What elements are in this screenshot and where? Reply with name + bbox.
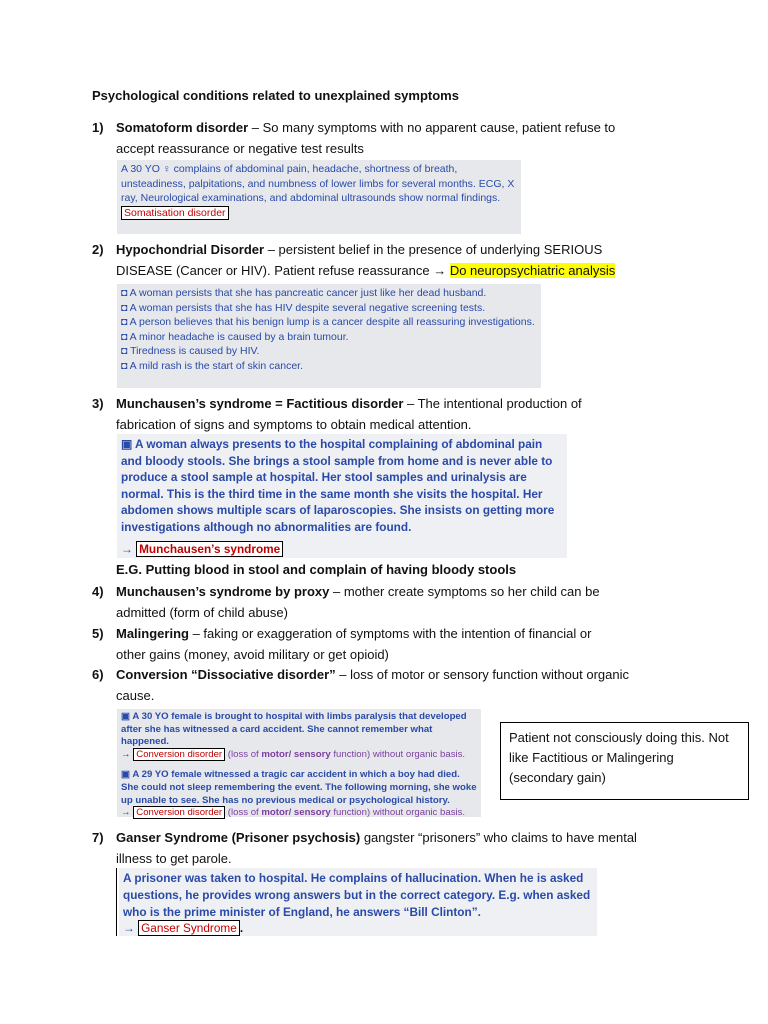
arrow-icon: → xyxy=(433,263,447,278)
item-text: – loss of motor or sensory function without organic xyxy=(335,667,629,682)
item-text: – mother create symptoms so her child can be xyxy=(329,584,600,599)
list-item-somatoform xyxy=(92,117,672,159)
item-heading: Malingering xyxy=(116,626,189,641)
list-item-munchausen-proxy xyxy=(92,581,672,623)
list-item-hypochondrial xyxy=(92,239,692,281)
answer-label: Ganser Syndrome xyxy=(138,920,240,936)
side-note-box: Patient not consciously doing this. Not like Factitious or Malingering (secondary gain) xyxy=(500,722,749,800)
example-line: ◘ A minor headache is caused by a brain tumour. xyxy=(121,330,349,343)
detail-text: function) without organic basis. xyxy=(330,748,466,760)
example-case-1: ▣ A 30 YO female is brought to hospital with limbs paralysis that developed after she has witnessed a card accident. She cannot remember what happened. xyxy=(121,711,467,748)
margin-line xyxy=(116,868,117,936)
item-text: – persistent belief in the presence of underlying SERIOUS xyxy=(264,242,603,257)
example-text: ▣ A woman always presents to the hospital complaining of abdominal pain and bloody stools. She brings a stool sample from home and is never able to produce a stool sample at hospital. Her stool samples and urinalysis are normal. This is the third time in the same month she visits the hospital. Her abdomen shows multiple scars of laparoscopies. She insists on getting more investigations although no abnormalities are found. xyxy=(121,437,555,534)
page-title: Psychological conditions related to unexplained symptoms xyxy=(92,88,459,103)
arrow-icon: → xyxy=(123,921,135,936)
item-heading: Conversion “Dissociative disorder” xyxy=(116,667,336,682)
answer-label: Somatisation disorder xyxy=(121,206,229,220)
example-case-2: ▣ A 29 YO female witnessed a tragic car accident in which a boy had died. She could not sleep remembering the event. The following morning, she woke up unable to see. She has no previous medical or psychological history. xyxy=(121,769,477,806)
example-box-ganser xyxy=(119,868,597,936)
item-text-cont: cause. xyxy=(116,688,155,703)
example-box-munchausen xyxy=(117,434,567,558)
example-box-somatisation xyxy=(117,160,521,234)
item-text-cont: DISEASE (Cancer or HIV). Patient refuse reassurance xyxy=(116,263,434,278)
detail-text: (loss of xyxy=(225,807,262,819)
example-box-conversion xyxy=(117,709,481,817)
item-text: – So many symptoms with no apparent cause, patient refuse to xyxy=(248,120,616,135)
example-line: ◘ A woman persists that she has HIV despite several negative screening tests. xyxy=(121,301,486,314)
item-text-cont: other gains (money, avoid military or get opioid) xyxy=(116,647,389,662)
list-item-conversion xyxy=(92,664,672,706)
item-heading: Munchausen’s syndrome = Factitious disorder xyxy=(116,396,404,411)
item-text-cont: admitted (form of child abuse) xyxy=(116,605,288,620)
arrow-icon: → xyxy=(121,542,133,556)
item-number: 7) xyxy=(92,830,104,845)
highlight-text: Do neuropsychiatric analysis xyxy=(449,263,616,278)
item-text: gangster “prisoners” who claims to have mental xyxy=(360,830,637,845)
detail-text: function) without organic basis. xyxy=(330,807,466,819)
list-item-ganser xyxy=(92,827,672,869)
detail-bold: motor/ sensory xyxy=(261,807,331,819)
item-heading: Ganser Syndrome (Prisoner psychosis) xyxy=(116,830,361,845)
answer-label: Conversion disorder xyxy=(133,748,225,761)
item-heading: Munchausen’s syndrome by proxy xyxy=(116,584,330,599)
example-line: ◘ A mild rash is the start of skin cancer. xyxy=(121,359,304,372)
example-text: A prisoner was taken to hospital. He complains of hallucination. When he is asked questions, he provides wrong answers but in the correct category. E.g. when asked who is the prime minister of England, he answers “Bill Clinton”. xyxy=(123,871,591,919)
detail-bold: motor/ sensory xyxy=(261,748,331,760)
item-text: – The intentional production of xyxy=(403,396,582,411)
item-number: 4) xyxy=(92,584,104,599)
answer-label: Conversion disorder xyxy=(133,806,225,819)
example-line: ◘ A woman persists that she has pancreatic cancer just like her dead husband. xyxy=(121,287,487,299)
item-text-cont: fabrication of signs and symptoms to obtain medical attention. xyxy=(116,417,472,432)
example-line: ◘ A person believes that his benign lump is a cancer despite all reassuring investigations. xyxy=(121,316,535,329)
arrow-icon: → xyxy=(121,748,131,760)
item-number: 6) xyxy=(92,667,104,682)
answer-tail: . xyxy=(239,921,244,936)
item-number: 1) xyxy=(92,120,104,135)
detail-text: (loss of xyxy=(225,748,262,760)
example-line: ◘ Tiredness is caused by HIV. xyxy=(121,345,260,358)
example-note: E.G. Putting blood in stool and complain of having bloody stools xyxy=(116,562,517,577)
item-heading: Somatoform disorder xyxy=(116,120,249,135)
item-text-cont: accept reassurance or negative test results xyxy=(116,141,364,156)
item-heading: Hypochondrial Disorder xyxy=(116,242,265,257)
example-box-hypochondrial xyxy=(117,284,541,388)
item-number: 5) xyxy=(92,626,104,641)
arrow-icon: → xyxy=(121,807,131,819)
item-number: 2) xyxy=(92,242,104,257)
example-text: A 30 YO ♀ complains of abdominal pain, headache, shortness of breath, unsteadiness, palpitations, and numbness of lower limbs for several months. ECG, X ray, Neurological examinations, and abdominal ultrasounds show normal findings. xyxy=(121,163,515,205)
item-number: 3) xyxy=(92,396,104,411)
item-text: – faking or exaggeration of symptoms with the intention of financial or xyxy=(188,626,592,641)
answer-label: Munchausen’s syndrome xyxy=(136,541,283,557)
list-item-munchausen xyxy=(92,393,672,435)
item-text-cont: illness to get parole. xyxy=(116,851,232,866)
list-item-malingering xyxy=(92,623,672,665)
